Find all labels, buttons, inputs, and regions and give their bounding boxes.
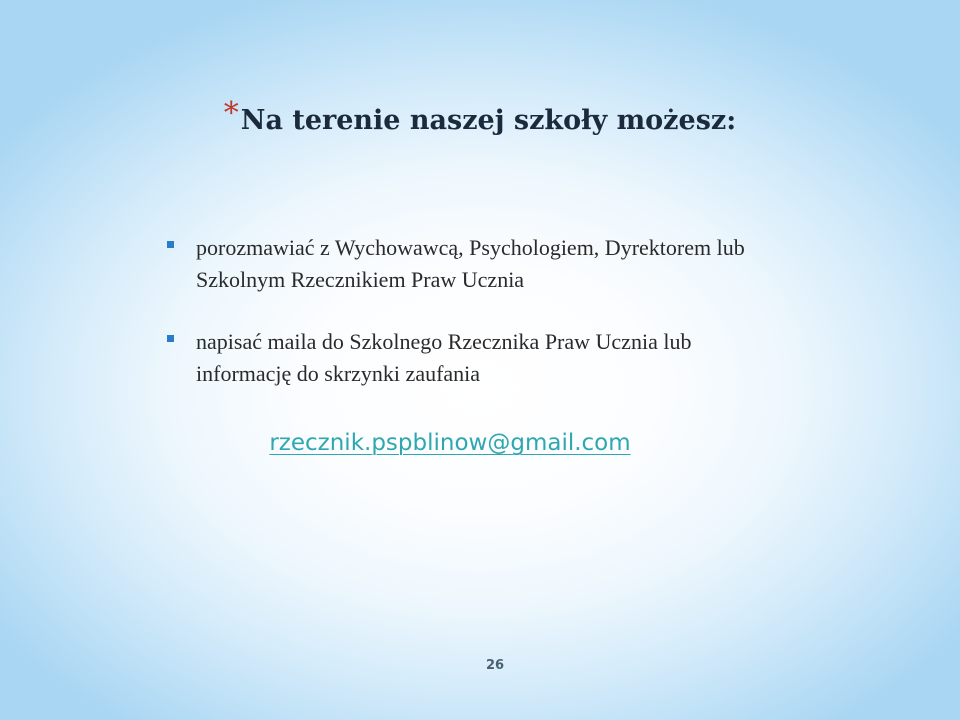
bullet-text: napisać maila do Szkolnego Rzecznika Praw Ucznia lub informację do skrzynki zaufania: [196, 329, 692, 386]
bullet-item: [163, 326, 763, 390]
bullet-text: porozmawiać z Wychowawcą, Psychologiem, Dyrektorem lub Szkolnym Rzecznikiem Praw Ucznia: [196, 235, 745, 292]
square-bullet-icon: [167, 241, 174, 248]
email-link[interactable]: rzecznik.pspblinow@gmail.com: [269, 430, 631, 456]
title-text: Na terenie naszej szkoły możesz:: [240, 105, 737, 136]
title-asterisk-icon: *: [223, 96, 239, 131]
slide-title: [0, 96, 960, 137]
page-number: 26: [485, 658, 505, 673]
bullet-list: [163, 232, 763, 390]
square-bullet-icon: [167, 335, 174, 342]
bullet-item: [163, 232, 763, 296]
